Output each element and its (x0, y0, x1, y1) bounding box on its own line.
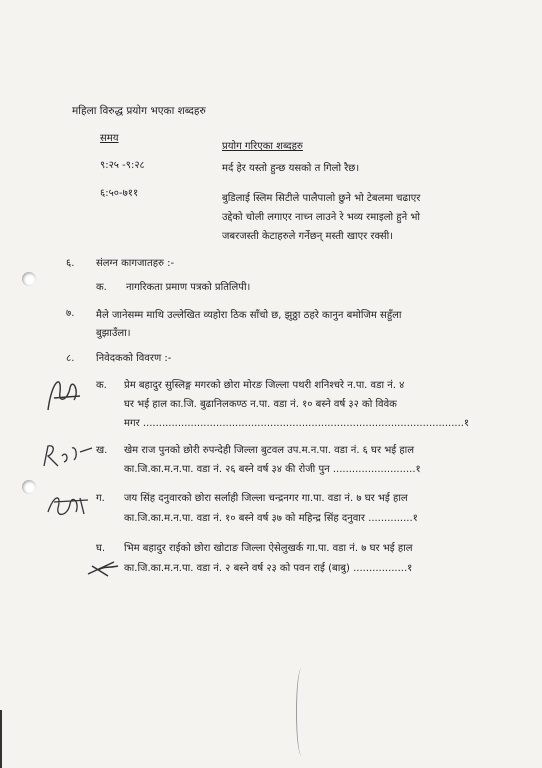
item-number: ६. (66, 258, 75, 269)
applicant-line: का.जि.का.म.न.पा. वडा नं. २६ बस्ने वर्ष ३४ की रोजी पुन ..........................१ (124, 464, 421, 475)
scan-mark (296, 668, 307, 756)
applicant-letter: घ. (96, 543, 106, 554)
attachment-letter: क. (96, 282, 107, 293)
applicant-letter: ग. (96, 493, 105, 504)
declaration-line: बुझाउँला। (96, 328, 131, 339)
signature-2 (40, 438, 96, 472)
applicant-line: मगर .....................................................................................................१ (124, 418, 470, 429)
item-number: ८. (66, 353, 75, 364)
table-head-time: समय (100, 133, 119, 144)
row-words-line: बुडिलाई स्लिम सिटीले पालैपालो छुने भो टेबलमा चढाएर (222, 193, 421, 204)
section-title: महिला विरुद्ध प्रयोग भएका शब्दहरु (72, 105, 206, 117)
item-number: ७. (66, 308, 75, 319)
punch-hole-top (22, 272, 36, 286)
applicant-line: का.जि.का.म.न.पा. वडा नं. २ बस्ने वर्ष २३ को पवन राई (बाबु) .................१ (124, 563, 413, 574)
applicants-title: निवेदकको विवरण :- (96, 353, 172, 364)
row-words-line: उद्देको चोली लगाएर नाच्न लाउने रे भव्य रमाइलो हुने भो (222, 212, 420, 223)
punch-hole-bottom (22, 480, 36, 494)
applicant-line: खेम राज पुनको छोरी रुपन्देही जिल्ला बुटवल उप.म.न.पा. वडा नं. ६ घर भई हाल (124, 445, 415, 456)
row-words-line: मर्द हेर यस्तो हुन्छ यसको त गिलो रैछ। (222, 163, 360, 174)
applicant-letter: ख. (96, 445, 108, 456)
applicant-line: भिम बहादुर राईको छोरा खोटाङ जिल्ला ऐसेलुखर्क गा.पा. वडा नं. ७ घर भई हाल (124, 543, 413, 554)
row-words-line: जबरजस्ती केटाहरुले गर्नेछन् मस्ती खाएर रक्सी। (222, 231, 394, 242)
row-time: ९:२५ -९:२८ (100, 160, 145, 171)
applicant-line: प्रेम बहादुर सुस्लिङ्ग मगरको छोरा मोरङ जिल्ला पथरी शनिश्चरे न.पा. वडा नं. ४ (124, 380, 405, 391)
row-time: ६:५०-७११ (100, 188, 139, 199)
signature-1 (40, 370, 88, 416)
applicant-line: जय सिंह दनुवारको छोरा सर्लाही जिल्ला चन्द्रनगर गा.पा. वडा नं. ७ घर भई हाल (124, 493, 408, 504)
applicant-line: घर भई हाल का.जि. बुढानिलकण्ठ न.पा. वडा नं. १० बस्ने वर्ष ३२ को विवेक (124, 399, 397, 410)
scan-edge (0, 710, 2, 768)
declaration-line: मैले जानेसम्म माथि उल्लेखित व्यहोरा ठिक साँचो छ, झुठ्ठा ठहरे कानुन बमोजिम सहुँला (96, 310, 402, 321)
applicant-line: का.जि.का.म.न.पा. वडा नं. १० बस्ने वर्ष ३७ को महिन्द्र सिंह दनुवार ..............१ (124, 513, 418, 524)
table-head-words: प्रयोग गरिएका शब्दहरु (222, 141, 303, 152)
signature-4 (84, 556, 122, 580)
applicant-letter: क. (96, 380, 107, 391)
attachments-title: संलग्न कागजातहरु :- (96, 258, 175, 269)
signature-3 (44, 488, 94, 522)
attachment-item: नागरिकता प्रमाण पत्रको प्रतिलिपी। (126, 282, 251, 293)
